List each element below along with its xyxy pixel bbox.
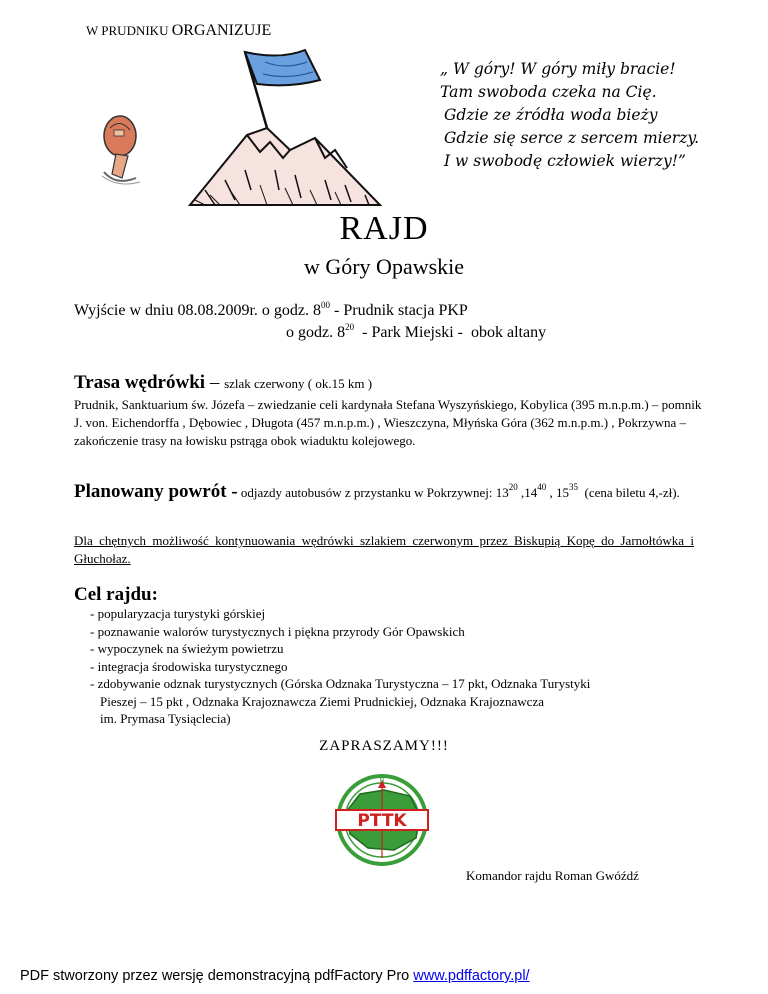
departure-text: Wyjście w dniu 08.08.2009r. o godz. 8 xyxy=(74,302,322,319)
departure-text: o godz. 8 xyxy=(286,324,346,341)
poem-line: Gdzie ze źródła woda bieży xyxy=(444,106,658,124)
header-org-big: ORGANIZUJE xyxy=(171,22,272,39)
hiker-illustration xyxy=(96,108,146,188)
departure-line-2 xyxy=(286,324,546,342)
return-text: ,14 xyxy=(517,485,538,500)
header-org-small: W PRUDNIKU xyxy=(86,23,169,38)
return-time-sup: 40 xyxy=(537,482,547,492)
departure-place: - Prudnik stacja PKP xyxy=(330,302,468,319)
poem xyxy=(440,58,699,173)
goal-item: - popularyzacja turystyki górskiej xyxy=(90,606,266,621)
goal-item-continuation: im. Prymasa Tysiąclecia) xyxy=(100,711,231,726)
departure-time-sup: 20 xyxy=(345,322,355,332)
header-organizer xyxy=(86,22,271,40)
return-text: (cena biletu 4,-zł). xyxy=(578,485,680,500)
footer-link[interactable]: www.pdffactory.pl/ xyxy=(413,968,530,984)
return-text: odjazdy autobusów z przystanku w Pokrzywnej: 13 xyxy=(237,485,509,500)
poem-line: Tam swoboda czeka na Cię. xyxy=(440,83,657,101)
goal-item: - poznawanie walorów turystycznych i piękna przyrody Gór Opawskich xyxy=(90,623,465,639)
mountain-flag-illustration xyxy=(175,40,385,210)
footer-text: PDF stworzony przez wersję demonstracyjną pdfFactory Pro xyxy=(20,968,414,984)
return-section xyxy=(74,481,714,504)
optional-continuation: Dla chętnych możliwość kontynuowania wędrówki szlakiem czerwonym przez Biskupią Kopę do Jarnołtówka i Głuchołaz. xyxy=(74,533,694,566)
pttk-logo xyxy=(324,772,440,868)
page-title: RAJD xyxy=(339,210,429,247)
return-text: , 15 xyxy=(546,485,570,500)
return-heading: Planowany powrót - xyxy=(74,481,238,502)
poem-line: I w swobodę człowiek wierzy!” xyxy=(444,152,686,170)
poem-line: Gdzie się serce z sercem mierzy. xyxy=(444,129,699,147)
departure-place: - Park Miejski - obok altany xyxy=(354,324,547,341)
route-heading: Trasa wędrówki xyxy=(74,372,206,393)
goal-item-continuation: Pieszej – 15 pkt , Odznaka Krajoznawcza Ziemi Prudnickiej, Odznaka Krajoznawcza xyxy=(100,693,544,709)
route-trail: szlak czerwony ( ok.15 km ) xyxy=(224,376,373,391)
return-time-sup: 35 xyxy=(569,482,579,492)
departure-line-1 xyxy=(74,302,468,320)
goal-heading: Cel rajdu: xyxy=(74,584,158,605)
route-description: Prudnik, Sanktuarium św. Józefa – zwiedzanie celi kardynała Stefana Wyszyńskiego, Kobylica (395 m.n.p.m.) – pomnik J. von. Eichendorffa , Dębowiec , Długota (457 m.n.p.m.) , Wieszczyna, Młyńska Góra (362 m.n.p.m.) , Pokrzywna – zakończenie trasy na łowisku pstrąga obok wiaduktu kolejowego. xyxy=(74,397,702,448)
footer xyxy=(20,968,530,984)
return-time-sup: 20 xyxy=(508,482,518,492)
page-subtitle: w Góry Opawskie xyxy=(303,254,465,279)
route-heading-line xyxy=(74,372,372,394)
route-dash: – xyxy=(205,372,225,393)
departure-time-sup: 00 xyxy=(321,300,331,310)
svg-text:N: N xyxy=(379,777,385,784)
invitation: ZAPRASZAMY!!! xyxy=(319,738,449,754)
commander-signature: Komandor rajdu Roman Gwóźdź xyxy=(466,868,639,883)
goal-item: - wypoczynek na świeżym powietrzu xyxy=(90,641,284,656)
goal-list xyxy=(90,605,710,728)
goal-item: - integracja środowiska turystycznego xyxy=(90,658,288,674)
logo-text: PTTK xyxy=(357,811,407,831)
goal-item: - zdobywanie odznak turystycznych (Górska Odznaka Turystyczna – 17 pkt, Odznaka Turystyki xyxy=(90,676,591,691)
poem-line: „ W góry! W góry miły bracie! xyxy=(440,60,676,78)
